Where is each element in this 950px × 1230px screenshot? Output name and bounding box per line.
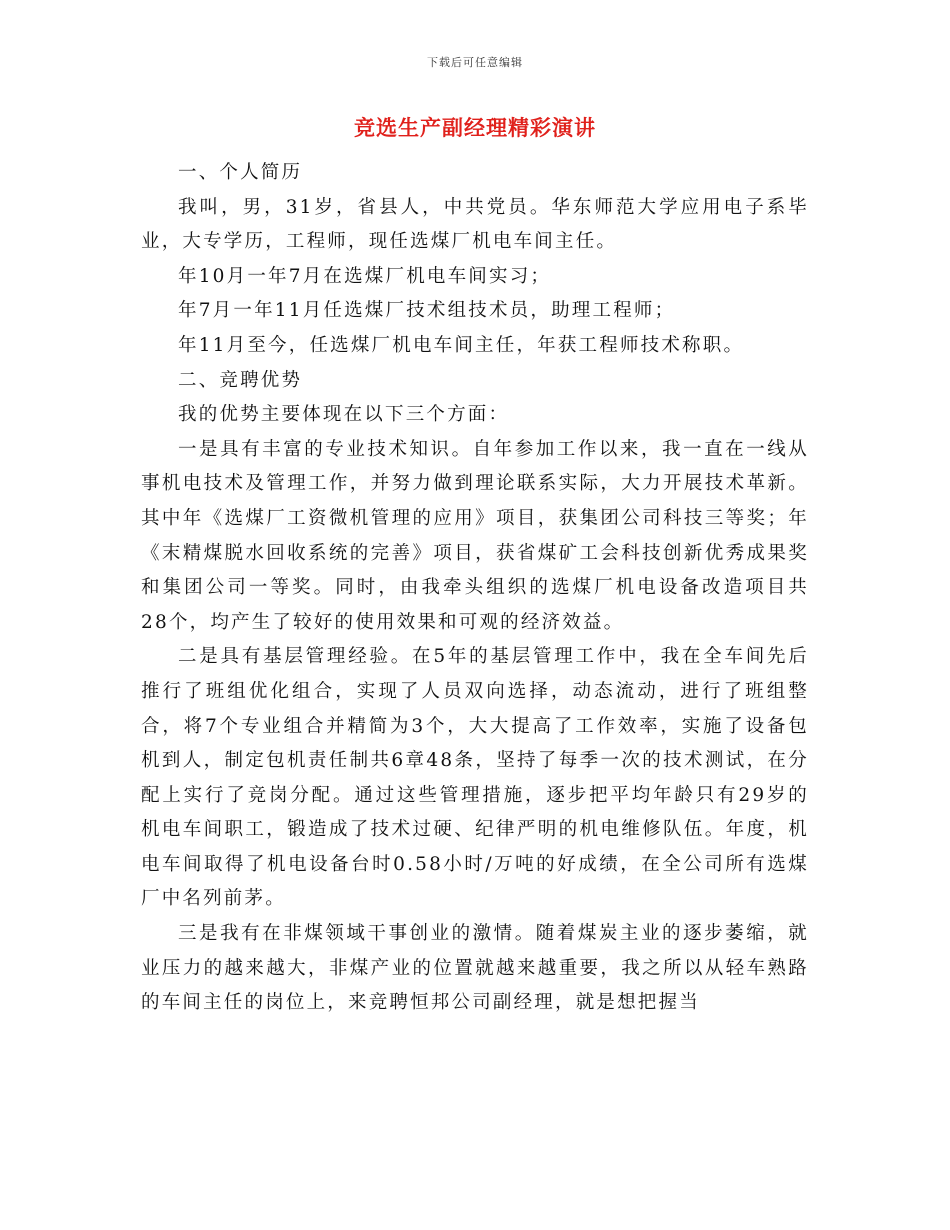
paragraph-history-3: 年11月至今，任选煤厂机电车间主任，年获工程师技术称职。: [178, 334, 745, 356]
paragraph-advantage-1: 一是具有丰富的专业技术知识。自年参加工作以来，我一直在一线从事机电技术及管理工作，并努力做到理论联系实际，大力开展技术革新。其中年《选煤厂工资微机管理的应用》项目，获集团公司科技三等奖；年《末精煤脱水回收系统的完善》项目，获省煤矿工会科技创新优秀成果奖和集团公司一等奖。同时，由我牵头组织的选煤厂机电设备改造项目共28个，均产生了较好的使用效果和可观的经济效益。: [141, 438, 809, 633]
heading-personal-resume: 一、个人简历: [178, 162, 303, 183]
paragraph-history-1: 年10月一年7月在选煤厂机电车间实习；: [178, 265, 552, 287]
document-title: 竞选生产副经理精彩演讲: [354, 115, 596, 140]
paragraph-history-2: 年7月一年11月任选煤厂技术组技术员，助理工程师；: [178, 300, 676, 322]
header-note: 下载后可任意编辑: [427, 56, 523, 69]
paragraph-introduction: 我叫，男，31岁，省县人，中共党员。华东师范大学应用电子系毕业，大专学历，工程师，现任选煤厂机电车间主任。: [141, 196, 809, 253]
paragraph-advantage-2: 二是具有基层管理经验。在5年的基层管理工作中，我在全车间先后推行了班组优化组合，实现了人员双向选择，动态流动，进行了班组整合，将7个专业组合并精简为3个，大大提高了工作效率，实施了设备包机到人，制定包机责任制共6章48条，坚持了每季一次的技术测试，在分配上实行了竞岗分配。通过这些管理措施，逐步把平均年龄只有29岁的机电车间职工，锻造成了技术过硬、纪律严明的机电维修队伍。年度，机电车间取得了机电设备台时0.58小时/万吨的好成绩，在全公司所有选煤厂中名列前茅。: [141, 646, 809, 910]
paragraph-advantage-3: 三是我有在非煤领域干事创业的激情。随着煤炭主业的逐步萎缩，就业压力的越来越大，非煤产业的位置就越来越重要，我之所以从轻车熟路的车间主任的岗位上，来竞聘恒邦公司副经理，就是想把握当: [141, 923, 809, 1014]
document-body: [141, 156, 809, 1021]
paragraph-advantages-intro: 我的优势主要体现在以下三个方面：: [178, 404, 510, 426]
heading-advantages: 二、竞聘优势: [178, 369, 303, 391]
